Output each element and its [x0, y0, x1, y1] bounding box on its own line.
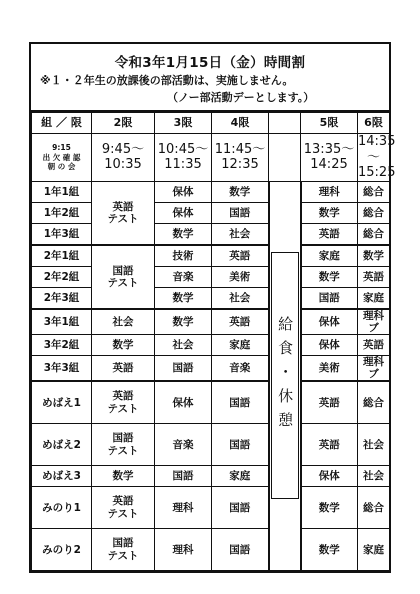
notice-line-2: （ノー部活動デーとします。）: [167, 91, 315, 104]
period-2-cell: 数学: [92, 334, 155, 355]
class-name-cell: みのり2: [32, 529, 92, 571]
time-lunch-blank: [269, 134, 301, 182]
period-3-cell: 数学: [155, 309, 212, 335]
period-5-cell: 数学: [301, 487, 358, 529]
class-name-cell: めばえ3: [32, 466, 92, 487]
period-4-cell: 数学: [212, 181, 269, 202]
period-6-cell: 家庭: [358, 287, 390, 309]
period-3-cell: 理科: [155, 529, 212, 571]
period-3-cell: 国語: [155, 355, 212, 381]
period-4-cell: 家庭: [212, 466, 269, 487]
morning-label-a: 出 欠 確 認: [42, 152, 81, 162]
period-6-cell: 総合: [358, 381, 390, 424]
period-5-cell: 数学: [301, 202, 358, 223]
morning-label-b: 朝 の 会: [47, 162, 76, 172]
period-4-cell: 国語: [212, 529, 269, 571]
table-row: [32, 381, 390, 424]
header-period-3: 3限: [155, 113, 212, 134]
table-row: [32, 287, 390, 309]
period-5-cell: 数学: [301, 529, 358, 571]
table-row: [32, 202, 390, 223]
header-period-5: 5限: [301, 113, 358, 134]
period-3-cell: 国語: [155, 466, 212, 487]
table-row: [32, 266, 390, 287]
period-4-cell: 社会: [212, 223, 269, 245]
header-period-2: 2限: [92, 113, 155, 134]
table-row: [32, 334, 390, 355]
class-name-cell: 1年1組: [32, 181, 92, 202]
period-4-cell: 社会: [212, 287, 269, 309]
time-period-3: 10:45～ 11:35: [155, 134, 212, 182]
morning-time: 9:15: [52, 143, 71, 153]
period-4-cell: 英語: [212, 309, 269, 335]
period-6-cell: 理科ブ: [358, 355, 390, 381]
period-6-cell: 社会: [358, 424, 390, 466]
period-4-cell: 美術: [212, 266, 269, 287]
period-4-cell: 国語: [212, 487, 269, 529]
period-6-cell: 英語: [358, 334, 390, 355]
period-4-cell: 家庭: [212, 334, 269, 355]
timetable-grid: [31, 112, 396, 571]
class-name-cell: 3年3組: [32, 355, 92, 381]
period-2-cell: 英語 テスト: [92, 487, 155, 529]
header-class-period: 組 ／ 限: [32, 113, 92, 134]
period-6-cell: 数学: [358, 245, 390, 267]
table-row: [32, 466, 390, 487]
header-lunch-blank: [269, 113, 301, 134]
time-period-6: 14:35～ 15:25: [358, 134, 396, 181]
lunch-break-cell: [269, 181, 301, 570]
period-6-cell: 家庭: [358, 529, 390, 571]
period-5-cell: 家庭: [301, 245, 358, 267]
time-period-2: 9:45～ 10:35: [92, 134, 155, 182]
table-row: [32, 223, 390, 245]
table-row: [32, 424, 390, 466]
column-header-row: [32, 113, 390, 134]
table-row: [32, 529, 390, 571]
table-row: [32, 355, 390, 381]
timetable-sheet: [29, 42, 396, 573]
period-3-cell: 数学: [155, 287, 212, 309]
period-5-cell: 保体: [301, 466, 358, 487]
lunch-break-label: 給食・休憩: [276, 315, 295, 436]
period-6-cell: 理科ブ: [358, 309, 390, 335]
period-6-cell: 総合: [358, 487, 390, 529]
period-3-cell: 数学: [155, 223, 212, 245]
table-row: [32, 487, 390, 529]
period-3-cell: 理科: [155, 487, 212, 529]
table-row: [32, 181, 390, 202]
period-3-cell: 社会: [155, 334, 212, 355]
period-4-cell: 国語: [212, 202, 269, 223]
period-5-cell: 保体: [301, 334, 358, 355]
period-3-cell: 音楽: [155, 266, 212, 287]
page-title: 令和3年1月15日（金）時間割: [114, 55, 306, 71]
table-row: [32, 309, 390, 335]
period-2-cell: 国語 テスト: [92, 245, 155, 309]
period-6-cell: 社会: [358, 466, 390, 487]
period-2-cell: 国語 テスト: [92, 424, 155, 466]
period-5-cell: 英語: [301, 381, 358, 424]
period-3-cell: 保体: [155, 202, 212, 223]
period-6-cell: 総合: [358, 181, 390, 202]
class-name-cell: めばえ1: [32, 381, 92, 424]
period-2-cell: 国語 テスト: [92, 529, 155, 571]
period-5-cell: 美術: [301, 355, 358, 381]
timetable-header: [31, 44, 389, 112]
period-4-cell: 英語: [212, 245, 269, 267]
class-name-cell: 2年3組: [32, 287, 92, 309]
period-2-cell: 英語 テスト: [92, 181, 155, 245]
class-name-cell: 2年2組: [32, 266, 92, 287]
table-row: [32, 245, 390, 267]
notice-line-1: ※１・２年生の放課後の部活動は、実施しません。: [40, 74, 294, 87]
morning-meeting-cell: [32, 134, 92, 182]
period-3-cell: 保体: [155, 381, 212, 424]
period-6-cell: 総合: [358, 202, 390, 223]
time-period-4: 11:45～ 12:35: [212, 134, 269, 182]
period-4-cell: 音楽: [212, 355, 269, 381]
lunch-break-box: [271, 252, 299, 499]
period-5-cell: 国語: [301, 287, 358, 309]
period-4-cell: 国語: [212, 381, 269, 424]
time-row: [32, 134, 390, 182]
period-5-cell: 数学: [301, 266, 358, 287]
header-period-4: 4限: [212, 113, 269, 134]
class-name-cell: 3年1組: [32, 309, 92, 335]
period-2-cell: 社会: [92, 309, 155, 335]
class-name-cell: 1年2組: [32, 202, 92, 223]
class-name-cell: 1年3組: [32, 223, 92, 245]
period-5-cell: 英語: [301, 223, 358, 245]
period-2-cell: 英語 テスト: [92, 381, 155, 424]
period-3-cell: 技術: [155, 245, 212, 267]
period-3-cell: 保体: [155, 181, 212, 202]
time-period-5: 13:35～ 14:25: [301, 134, 358, 182]
period-6-cell: 英語: [358, 266, 390, 287]
period-2-cell: 数学: [92, 466, 155, 487]
header-period-6: 6限: [358, 113, 390, 134]
period-4-cell: 国語: [212, 424, 269, 466]
period-5-cell: 保体: [301, 309, 358, 335]
period-3-cell: 音楽: [155, 424, 212, 466]
class-name-cell: みのり1: [32, 487, 92, 529]
period-5-cell: 英語: [301, 424, 358, 466]
period-6-cell: 総合: [358, 223, 390, 245]
class-name-cell: 3年2組: [32, 334, 92, 355]
class-name-cell: めばえ2: [32, 424, 92, 466]
class-name-cell: 2年1組: [32, 245, 92, 267]
period-5-cell: 理科: [301, 181, 358, 202]
period-2-cell: 英語: [92, 355, 155, 381]
